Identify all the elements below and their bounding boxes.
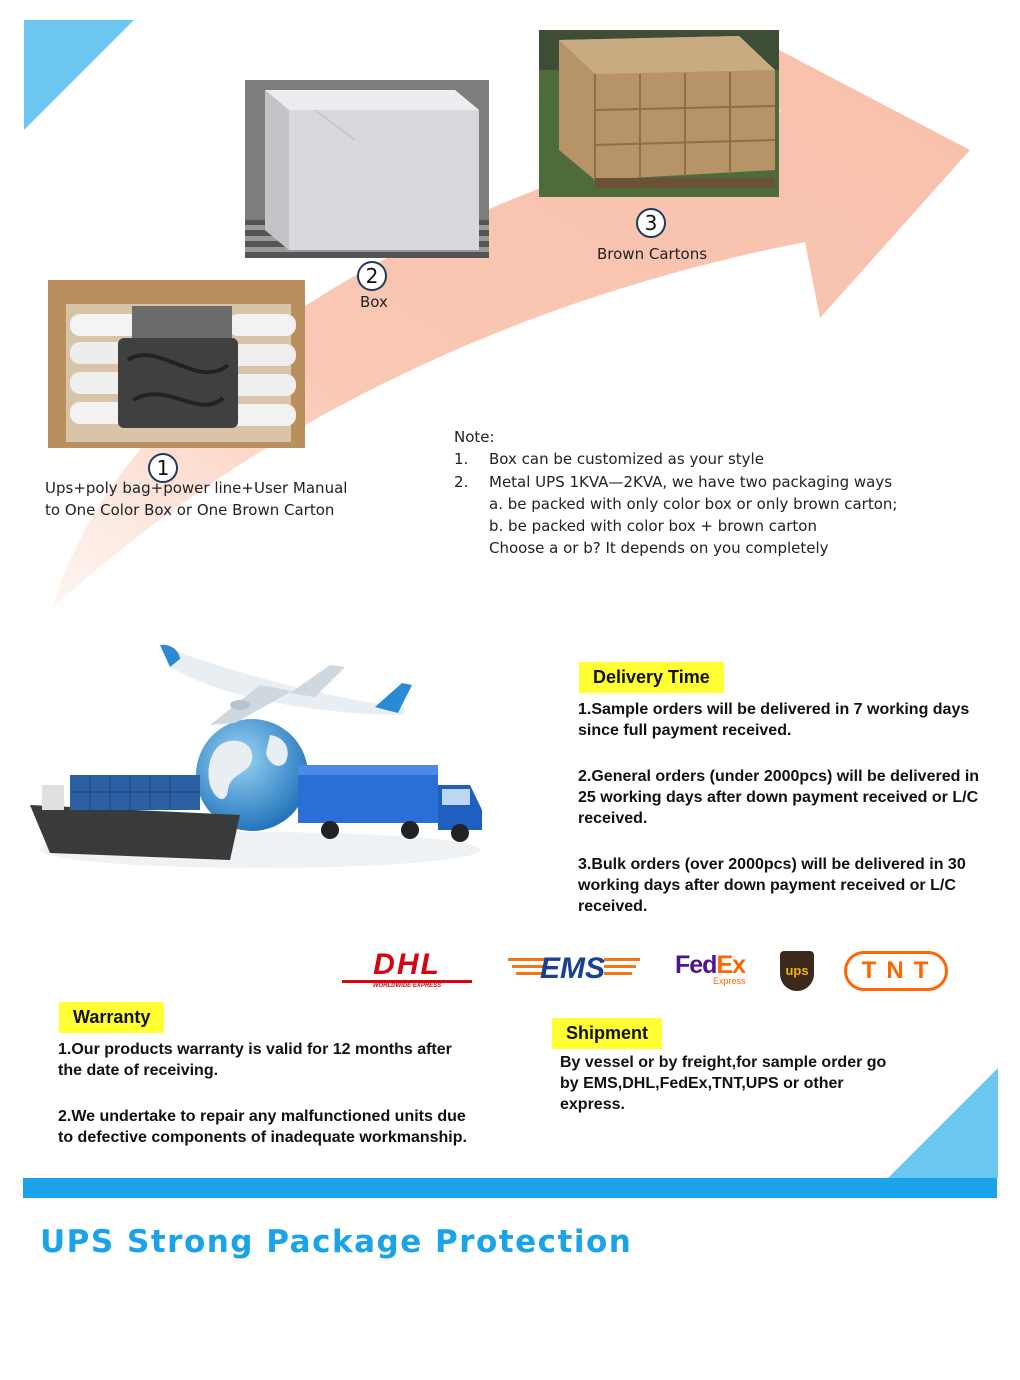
ems-logo-text: EMS [540, 952, 606, 985]
dhl-logo-subtext: WORLDWIDE EXPRESS [372, 983, 442, 989]
note-item-text: Box can be customized as your style [489, 450, 764, 469]
tnt-logo-text: TNT [861, 957, 939, 984]
step-1-caption-line: Ups+poly bag+power line+User Manual [45, 479, 348, 497]
ups-logo [780, 951, 814, 991]
note-item [454, 448, 897, 470]
note-sub-line: b. be packed with color box + brown carton [489, 517, 817, 536]
corner-triangle-bottom-right [888, 1068, 998, 1178]
page-title: UPS Strong Package Protection [40, 1224, 633, 1260]
delivery-paragraph: 3.Bulk orders (over 2000pcs) will be delivered in 30 working days after down payment received or L/C received. [578, 856, 966, 915]
step-1-caption [45, 477, 347, 521]
step-3-number: 3 [636, 208, 666, 238]
delivery-time-title: Delivery Time [579, 662, 724, 693]
note-item-number: 1. [454, 450, 469, 469]
fedex-logo-ex: Ex [716, 951, 746, 979]
dhl-logo-text: DHL [342, 950, 472, 983]
divider-bar [23, 1178, 997, 1198]
note-item-number: 2. [454, 472, 469, 491]
photo-ups-in-box [48, 280, 305, 448]
logistics-illustration [30, 625, 500, 875]
warranty-text [58, 1039, 473, 1173]
dhl-logo [342, 950, 472, 990]
delivery-paragraph: 2.General orders (under 2000pcs) will be delivered in 25 working days after down payment received or L/C received. [578, 768, 980, 827]
delivery-paragraph: 1.Sample orders will be delivered in 7 working days since full payment received. [578, 701, 970, 739]
fedex-logo [675, 951, 755, 991]
step-3-caption: Brown Cartons [597, 245, 708, 263]
step-1-number: 1 [148, 453, 178, 483]
packaging-note [454, 426, 897, 560]
shipment-text [560, 1052, 900, 1115]
delivery-time-text [578, 699, 993, 942]
photo-color-box [245, 80, 489, 258]
note-sub-line: a. be packed with only color box or only brown carton; [489, 494, 898, 513]
fedex-logo-fed: Fed [675, 951, 717, 979]
warranty-paragraph: 1.Our products warranty is valid for 12 months after the date of receiving. [58, 1041, 452, 1079]
fedex-logo-subtext: Express [713, 976, 746, 986]
photo-brown-cartons [539, 30, 779, 197]
step-2-number: 2 [357, 261, 387, 291]
note-item-text: Metal UPS 1KVA—2KVA, we have two packaging ways [489, 472, 893, 491]
note-heading: Note: [454, 428, 495, 446]
step-1-caption-line: to One Color Box or One Brown Carton [45, 501, 335, 519]
ups-logo-text: ups [785, 963, 809, 978]
ems-logo [508, 950, 640, 990]
tnt-logo [844, 951, 948, 991]
note-sub-line: Choose a or b? It depends on you completely [489, 539, 829, 558]
shipment-paragraph: By vessel or by freight,for sample order go by EMS,DHL,FedEx,TNT,UPS or other express. [560, 1054, 887, 1113]
shipment-title: Shipment [552, 1018, 662, 1049]
warranty-title: Warranty [59, 1002, 164, 1033]
note-item [454, 471, 897, 493]
warranty-paragraph: 2.We undertake to repair any malfunctioned units due to defective components of inadequate workmanship. [58, 1108, 467, 1146]
step-2-caption: Box [360, 293, 388, 311]
